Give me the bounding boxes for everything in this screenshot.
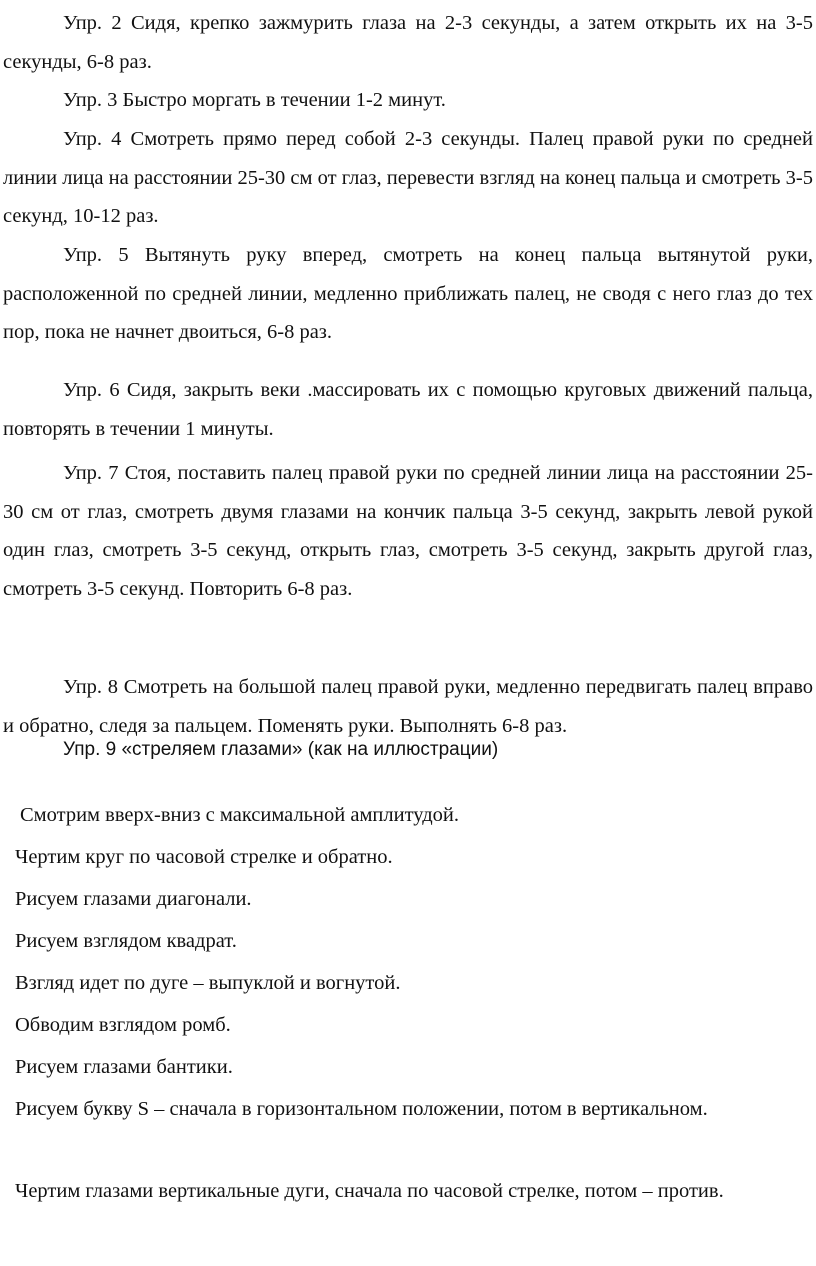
exercise-3: Упр. 3 Быстро моргать в течении 1-2 минут. — [63, 89, 446, 111]
step-5: Взгляд идет по дуге – выпуклой и вогнутой. — [15, 972, 401, 994]
step-9: Чертим глазами вертикальные дуги, сначала по часовой стрелке, потом – против. — [15, 1180, 724, 1202]
exercise-2: Упр. 2 Сидя, крепко зажмурить глаза на 2-3 секунды, а затем открыть их на 3-5 секунды, 6-8 раз. — [3, 12, 813, 73]
step-7: Рисуем глазами бантики. — [15, 1056, 233, 1078]
exercise-8: Упр. 8 Смотреть на большой палец правой руки, медленно передвигать палец вправо и обратно, следя за пальцем. Поменять руки. Выполнять 6-8 раз. — [3, 676, 813, 737]
exercise-6: Упр. 6 Сидя, закрыть веки .массировать их с помощью круговых движений пальца, повторять в течении 1 минуты. — [3, 379, 813, 440]
step-2: Чертим круг по часовой стрелке и обратно. — [15, 846, 393, 868]
step-6: Обводим взглядом ромб. — [15, 1014, 231, 1036]
step-1: Смотрим вверх-вниз с максимальной амплитудой. — [20, 804, 460, 826]
exercise-7: Упр. 7 Стоя, поставить палец правой руки по средней линии лица на расстоянии 25-30 см от глаз, смотреть двумя глазами на кончик пальца 3-5 секунд, закрыть левой рукой один глаз, смотреть 3-5 секунд, открыть глаз, смотреть 3-5 секунд, закрыть другой глаз, смотреть 3-5 секунд. Повторить 6-8 раз. — [3, 462, 813, 600]
exercise-9: Упр. 9 «стреляем глазами» (как на иллюстрации) — [63, 739, 499, 760]
exercise-4: Упр. 4 Смотреть прямо перед собой 2-3 секунды. Палец правой руки по средней линии лица на расстоянии 25-30 см от глаз, перевести взгляд на конец пальца и смотреть 3-5 секунд, 10-12 раз. — [3, 128, 813, 227]
step-8: Рисуем букву S – сначала в горизонтальном положении, потом в вертикальном. — [15, 1098, 708, 1120]
exercise-5: Упр. 5 Вытянуть руку вперед, смотреть на конец пальца вытянутой руки, расположенной по средней линии, медленно приближать палец, не сводя с него глаз до тех пор, пока не начнет двоиться, 6-8 раз. — [3, 244, 813, 343]
step-4: Рисуем взглядом квадрат. — [15, 930, 237, 952]
step-3: Рисуем глазами диагонали. — [15, 888, 252, 910]
